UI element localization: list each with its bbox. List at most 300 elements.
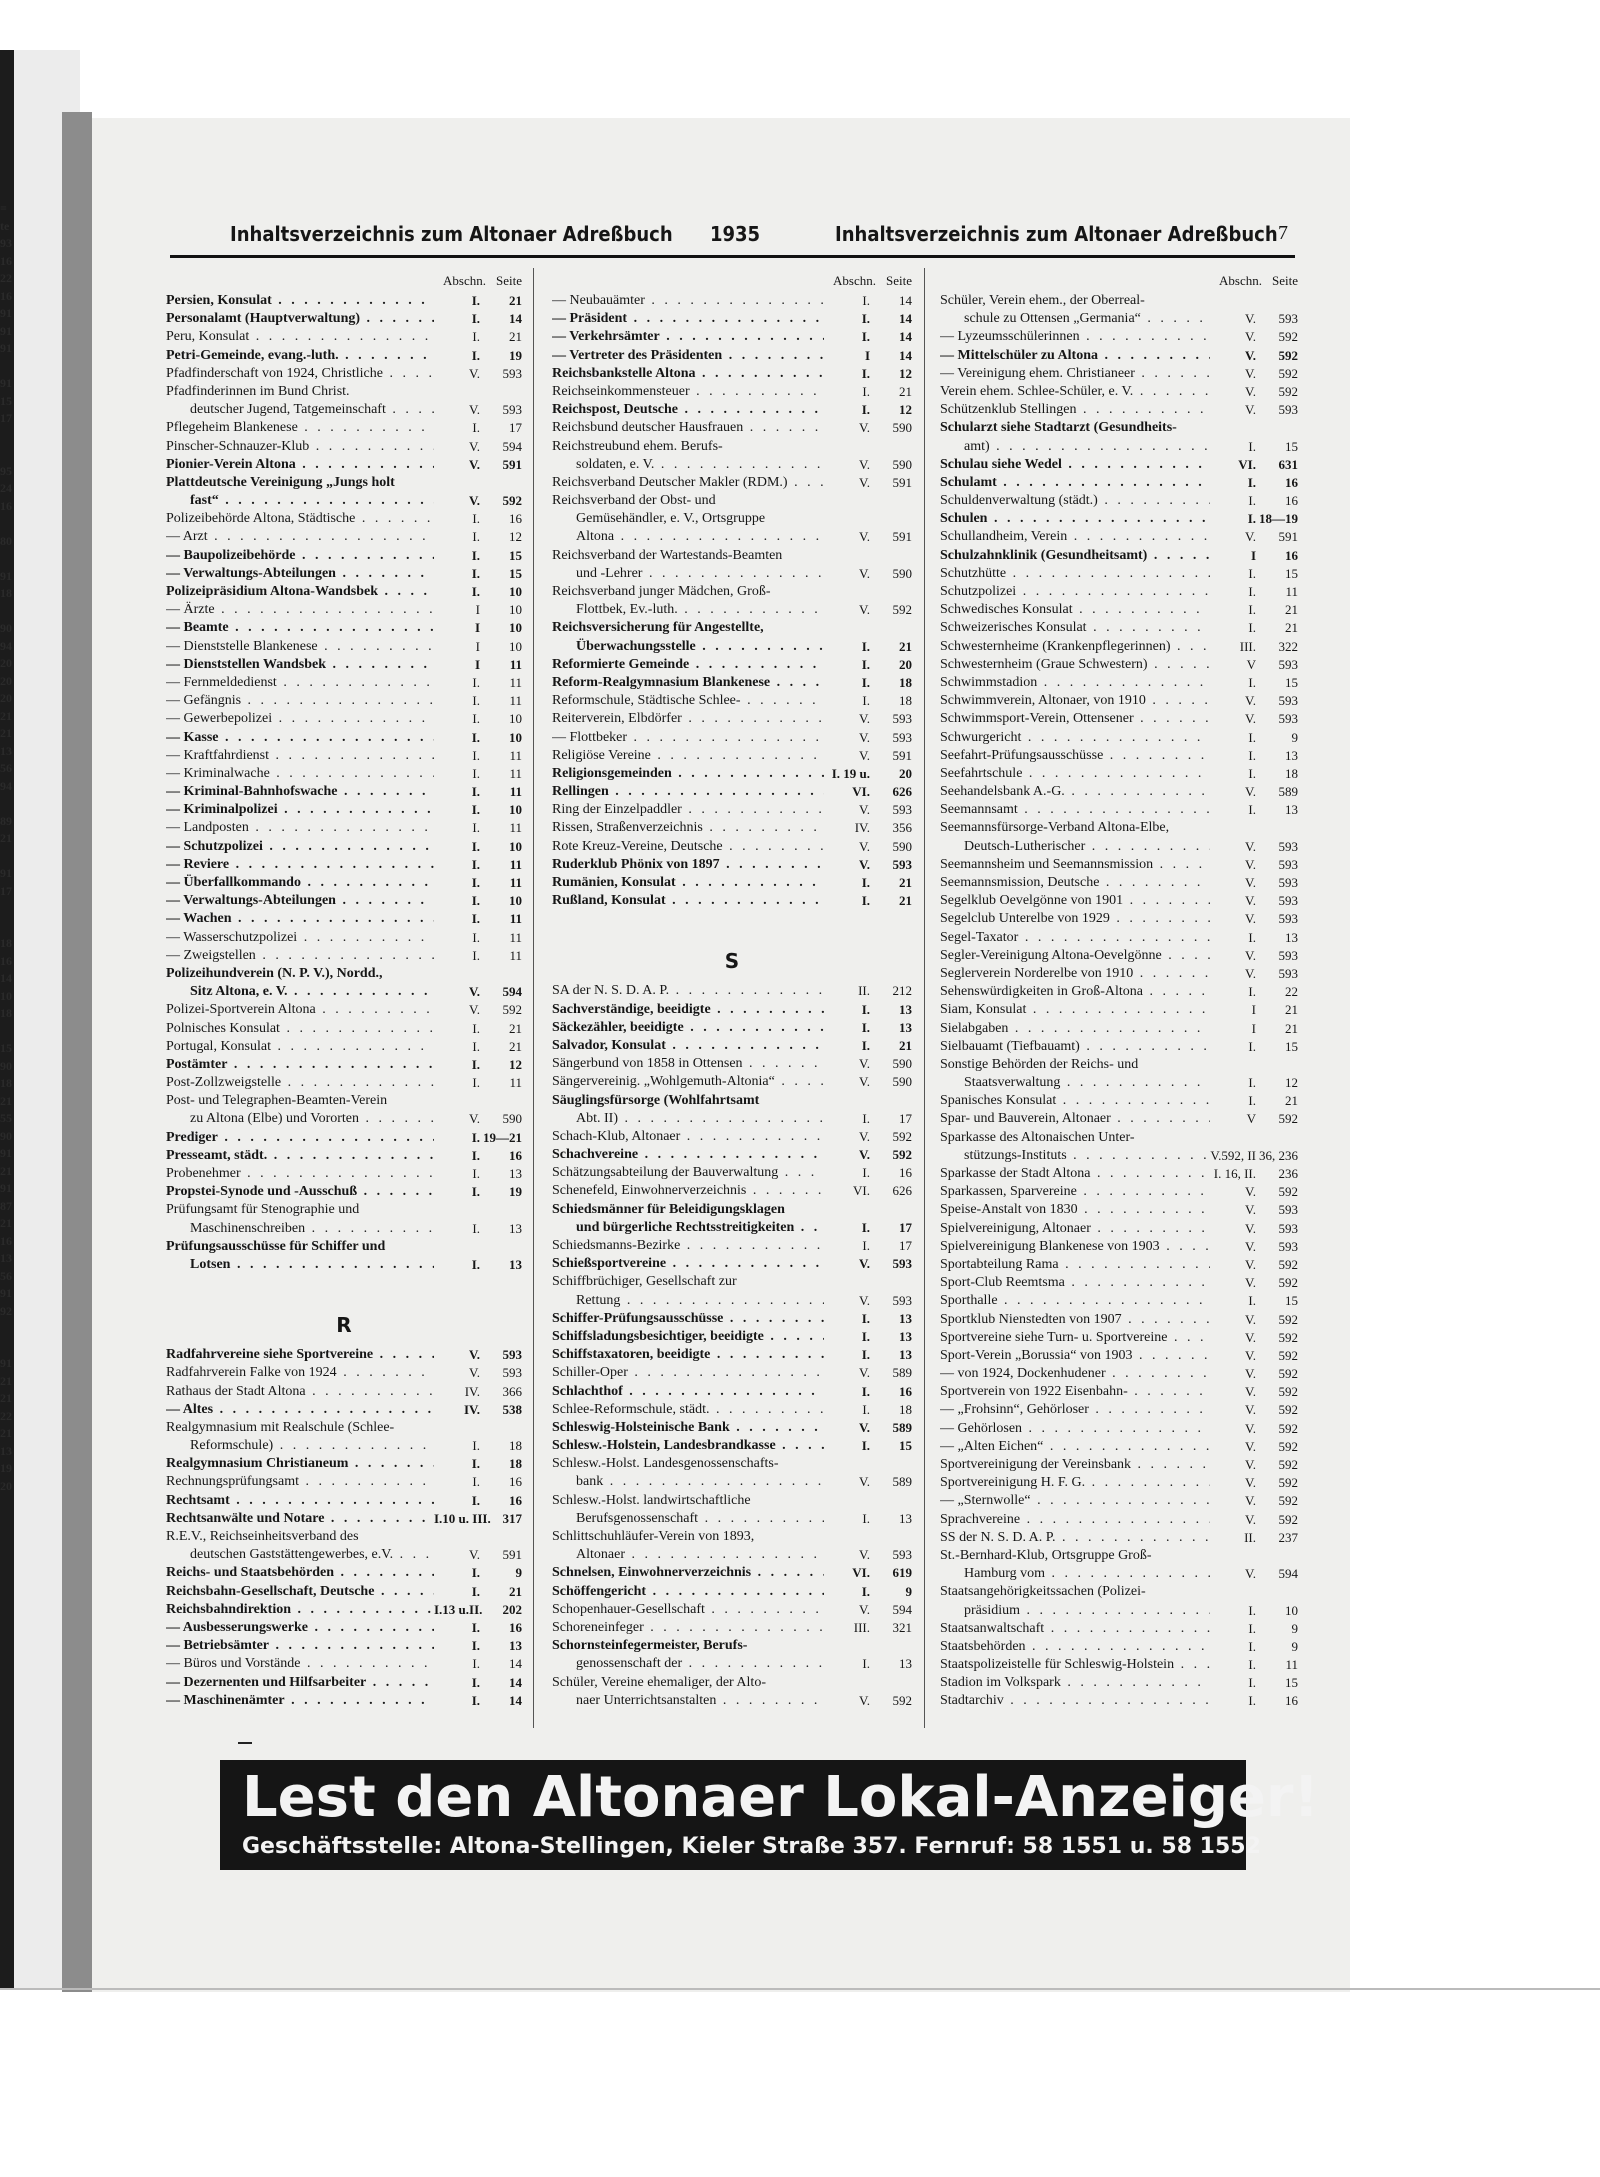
entry-name: Sportvereinigung H. F. G. . . .	[940, 1474, 1210, 1492]
entry-page: 21	[509, 293, 522, 308]
entry-section: VI.	[852, 1565, 870, 1581]
entry-section: V.	[469, 1347, 480, 1363]
entry-name: Speise-Anstalt von 1830 . . .	[940, 1201, 1210, 1219]
facing-page-number: 21	[0, 1391, 12, 1405]
index-entry	[940, 1074, 1298, 1092]
entry-page: 14	[899, 329, 912, 345]
index-entry	[940, 474, 1298, 492]
entry-page: 592	[1278, 1384, 1298, 1400]
entry-page: 593	[502, 1365, 522, 1381]
entry-page: 593	[1278, 711, 1298, 727]
entry-page: 592	[1278, 1438, 1298, 1454]
entry-section: V.	[1245, 347, 1256, 363]
entry-name: Plattdeutsche Vereinigung „Jungs holt	[166, 474, 395, 490]
entry-section: V.	[1245, 365, 1256, 381]
entry-page: 592	[1278, 365, 1298, 381]
entry-name: — Kasse . . .	[166, 729, 434, 747]
entry-name: Säuglingsfürsorge (Wohlfahrtsamt	[552, 1092, 760, 1108]
entry-section: V.	[859, 802, 870, 818]
index-entry	[552, 1546, 912, 1564]
index-entry	[166, 1256, 522, 1274]
entry-page: 593	[1278, 893, 1298, 909]
entry-section: I.	[471, 802, 480, 818]
index-entry	[166, 383, 522, 401]
entry-section: V.	[1245, 329, 1256, 345]
entry-page: 13	[509, 1638, 522, 1654]
entry-name: Deutsch-Lutherischer . . .	[940, 838, 1210, 856]
entry-page: 317	[502, 1510, 522, 1526]
entry-section: I.	[471, 1456, 480, 1472]
entry-name: Peru, Konsulat . . .	[166, 328, 434, 346]
entry-section: V.	[859, 1547, 870, 1563]
entry-section: V.	[1245, 1566, 1256, 1582]
entry-section: V.	[859, 456, 870, 472]
entry-page: 16	[899, 1383, 912, 1399]
entry-section: I.	[861, 329, 870, 345]
entry-name: amt) . . .	[940, 438, 1210, 456]
entry-name: Abt. II) . . .	[552, 1110, 824, 1128]
index-entry	[940, 692, 1298, 710]
entry-page: 13	[899, 1001, 912, 1017]
index-entry	[940, 1511, 1298, 1529]
entry-page: 14	[509, 1674, 522, 1690]
entry-page: 11	[509, 1075, 522, 1091]
entry-section: V.	[469, 402, 480, 418]
entry-page: 16	[509, 1492, 522, 1508]
index-entry	[552, 1019, 912, 1037]
entry-name: — „Alten Eichen“ . . .	[940, 1438, 1210, 1456]
entry-name: Sängervereinig. „Wohlgemuth-Altonia“ . . .	[552, 1073, 824, 1091]
entry-name: Schutzpolizei . . .	[940, 583, 1210, 601]
entry-name: Petri-Gemeinde, evang.-luth. . . .	[166, 347, 434, 365]
entry-page: 16	[1285, 493, 1298, 509]
index-entry	[166, 1674, 522, 1692]
entry-section: V.	[859, 529, 870, 545]
facing-page-number: 21	[0, 726, 12, 740]
facing-page-number: 91	[0, 341, 12, 355]
index-entry	[940, 547, 1298, 565]
index-entry	[940, 1201, 1298, 1219]
entry-page: 13	[509, 1166, 522, 1181]
index-entry	[940, 1365, 1298, 1383]
index-entry	[552, 1073, 912, 1091]
index-entry	[940, 983, 1298, 1001]
index-entry	[166, 965, 522, 983]
entry-section: I.10 u. III.	[434, 1510, 491, 1526]
header-page-label: Seite	[496, 273, 522, 288]
entry-page: 16	[509, 1619, 522, 1635]
entry-page: 593	[1278, 947, 1298, 963]
entry-section: I.	[1248, 1657, 1256, 1673]
entry-page: 593	[1278, 1238, 1298, 1254]
index-entry	[940, 583, 1298, 601]
entry-page: 13	[899, 1328, 912, 1344]
entry-name: — Ärzte . . .	[166, 601, 434, 619]
entry-name: Post-Zollzweigstelle . . .	[166, 1074, 434, 1092]
index-entry	[552, 1510, 912, 1528]
entry-section: VI.	[852, 784, 870, 800]
entry-name: Schlee-Reformschule, städt. . . .	[552, 1401, 824, 1419]
index-entry	[940, 292, 1298, 310]
entry-section: I.	[1248, 493, 1256, 509]
entry-section: V.	[469, 456, 480, 472]
entry-section: I.	[472, 1474, 480, 1490]
entry-name: Schornsteinfegermeister, Berufs-	[552, 1638, 748, 1654]
entry-name: Rechtsanwälte und Notare . . .	[166, 1510, 434, 1528]
facing-page-number: 16	[0, 1233, 12, 1248]
entry-section: V	[1246, 656, 1256, 672]
entry-page: 13	[1285, 802, 1298, 818]
entry-page: 237	[1278, 1529, 1298, 1545]
index-entry	[940, 1110, 1298, 1128]
entry-section: V.	[1245, 1402, 1256, 1418]
entry-page: 11	[509, 693, 522, 709]
entry-section: I.	[862, 1238, 870, 1253]
facing-page-number: te	[0, 218, 10, 233]
header-right-title: Inhaltsverzeichnis zum Altonaer Adreßbuch	[835, 222, 1278, 246]
entry-section: V.	[1245, 1347, 1256, 1363]
entry-name: Reichspost, Deutsche . . .	[552, 401, 824, 419]
entry-section: I.	[861, 1219, 870, 1235]
entry-name: Rathaus der Stadt Altona . . .	[166, 1383, 434, 1401]
entry-name: Schiffsladungsbesichtiger, beeidigte . . .	[552, 1328, 824, 1346]
facing-page-number: 87	[0, 1198, 12, 1213]
entry-section: I.	[861, 365, 870, 381]
index-entry	[552, 765, 912, 783]
index-entry	[940, 492, 1298, 510]
index-entry	[166, 1528, 522, 1546]
index-entry	[552, 456, 912, 474]
entry-section: VI.	[1238, 456, 1256, 472]
index-entry	[552, 292, 912, 310]
entry-section: V.	[859, 1147, 870, 1163]
entry-page: 19—21	[483, 1129, 522, 1145]
facing-page-number: 17	[0, 883, 12, 898]
entry-name: Reichsbahn-Gesellschaft, Deutsche . . .	[166, 1583, 434, 1601]
index-entry	[166, 656, 522, 674]
entry-section: I.	[862, 1165, 870, 1181]
entry-name: — Kriminalpolizei . . .	[166, 801, 434, 819]
entry-section: V.	[1245, 1329, 1256, 1345]
index-entry	[552, 583, 912, 601]
entry-page: 593	[892, 802, 912, 818]
entry-section: I	[864, 347, 870, 363]
entry-name: Flottbek, Ev.-luth. . . .	[552, 601, 824, 619]
index-entry	[552, 1092, 912, 1110]
entry-name: Polizeihundverein (N. P. V.), Nordd.,	[166, 965, 383, 981]
entry-section: I.	[472, 511, 480, 527]
entry-section: I	[1251, 1002, 1256, 1018]
entry-section: V.	[1245, 856, 1256, 872]
index-entry	[166, 1419, 522, 1437]
index-entry	[940, 801, 1298, 819]
facing-page-number: 90	[0, 1058, 12, 1073]
entry-section: V.	[859, 856, 870, 872]
index-entry	[166, 874, 522, 892]
entry-section: V.	[859, 711, 870, 727]
entry-name: — Wasserschutzpolizei . . .	[166, 929, 434, 947]
entry-page: 12	[509, 1056, 522, 1072]
entry-page: 590	[892, 565, 912, 581]
entry-page: 591	[502, 456, 522, 472]
entry-section: IV.	[854, 820, 870, 836]
index-entry	[552, 419, 912, 437]
entry-name: R.E.V., Reichseinheitsverband des	[166, 1529, 359, 1544]
index-entry	[940, 1456, 1298, 1474]
index-entry	[940, 419, 1298, 437]
entry-page: 9	[905, 1583, 912, 1599]
header-year: 1935	[710, 222, 761, 246]
index-entry	[940, 710, 1298, 728]
entry-section: I.	[472, 329, 480, 345]
entry-name: Schätzungsabteilung der Bauverwaltung . . .	[552, 1164, 824, 1182]
index-entry	[940, 1165, 1298, 1183]
entry-name: Rissen, Straßenverzeichnis . . .	[552, 819, 824, 837]
index-entry	[940, 1620, 1298, 1638]
entry-name: — Überfallkommando . . .	[166, 874, 434, 892]
entry-name: — Mittelschüler zu Altona . . .	[940, 347, 1210, 365]
ad-dash	[238, 1742, 252, 1744]
entry-section: I.	[862, 1401, 870, 1417]
entry-name: Pfadfinderschaft von 1924, Christliche . . .	[166, 365, 434, 383]
entry-page: 16	[509, 1474, 522, 1490]
entry-page: 21	[899, 638, 912, 654]
entry-name: Segel-Taxator . . .	[940, 929, 1210, 947]
spacer	[166, 1274, 522, 1304]
facing-page-number	[0, 515, 30, 533]
entry-page: 593	[1278, 856, 1298, 872]
entry-page: 17	[899, 1238, 912, 1253]
entry-page: 212	[892, 983, 912, 999]
entry-section: I.	[861, 875, 870, 890]
entry-page: 12	[899, 365, 912, 381]
entry-page: 13	[899, 1019, 912, 1035]
index-entry	[166, 1220, 522, 1238]
index-entry	[940, 674, 1298, 692]
entry-page: 591	[892, 529, 912, 545]
index-entry	[552, 310, 912, 328]
entry-page: 593	[1278, 965, 1298, 981]
entry-page: 15	[1285, 1293, 1298, 1309]
entry-section: I.	[471, 311, 480, 327]
entry-name: Schullandheim, Verein . . .	[940, 528, 1210, 546]
facing-page-number	[0, 550, 30, 568]
newspaper-advert	[220, 1760, 1320, 1870]
entry-section: V.	[859, 1365, 870, 1381]
entry-section: V.	[1245, 893, 1256, 909]
entry-section: I.	[1248, 984, 1256, 1000]
entry-section: V.	[1245, 1366, 1256, 1382]
entry-section: V.	[1245, 1511, 1256, 1527]
entry-page: 13	[899, 1347, 912, 1363]
facing-page-number: 15	[0, 1041, 12, 1055]
facing-page-number: 92	[0, 1303, 12, 1318]
index-entry	[166, 947, 522, 965]
entry-section: I.	[1248, 438, 1256, 454]
entry-name: Sielbauamt (Tiefbauamt) . . .	[940, 1038, 1210, 1056]
entry-page: 592	[1278, 1457, 1298, 1472]
facing-page-number: 90	[0, 621, 12, 635]
entry-name: Radfahrverein Falke von 1924 . . .	[166, 1364, 434, 1382]
facing-page-number: 20	[0, 656, 12, 670]
entry-name: — Arzt . . .	[166, 528, 434, 546]
entry-section: V.	[859, 729, 870, 745]
entry-page: 593	[892, 711, 912, 727]
entry-page: 591	[502, 1547, 522, 1563]
entry-name: Reichs- und Staatsbehörden . . .	[166, 1564, 434, 1582]
entry-name: Schulau siehe Wedel . . .	[940, 456, 1210, 474]
index-entry	[552, 747, 912, 765]
facing-page-number	[0, 428, 30, 446]
running-head	[170, 222, 1295, 252]
entry-name: Siam, Konsulat . . .	[940, 1001, 1210, 1019]
index-entry	[940, 892, 1298, 910]
entry-name: Rumänien, Konsulat . . .	[552, 874, 824, 892]
entry-section: V.	[469, 1547, 480, 1563]
index-entry	[940, 638, 1298, 656]
index-entry	[166, 692, 522, 710]
entry-section: V.	[1245, 1457, 1256, 1472]
entry-name: Reichsverband Deutscher Makler (RDM.) . . .	[552, 474, 824, 492]
facing-page-number: 20	[0, 691, 12, 705]
entry-name: Maschinenschreiben . . .	[166, 1220, 434, 1238]
index-entry	[940, 401, 1298, 419]
section-letter: S	[724, 949, 740, 974]
index-entry	[940, 1274, 1298, 1292]
index-entry	[552, 565, 912, 583]
index-entry	[940, 1565, 1298, 1583]
entry-section: I.	[861, 311, 870, 327]
entry-page: 593	[892, 1547, 912, 1563]
entry-name: — Dienststellen Wandsbek . . .	[166, 656, 434, 674]
entry-name: Realgymnasium Christianeum . . .	[166, 1455, 434, 1473]
entry-page: 21	[1285, 1093, 1298, 1109]
entry-page: 11	[509, 856, 522, 872]
entry-page: 593	[1278, 875, 1298, 890]
entry-page: 592	[1278, 1511, 1298, 1527]
entry-name: Staatsbehörden . . .	[940, 1638, 1210, 1656]
entry-name: Schutzhütte . . .	[940, 565, 1210, 583]
entry-name: Sportvereinigung der Vereinsbank . . .	[940, 1456, 1210, 1474]
entry-section: I.	[1248, 729, 1256, 745]
entry-page: 13	[509, 1256, 522, 1272]
index-entry	[552, 783, 912, 801]
index-entry	[940, 456, 1298, 474]
entry-section: I.	[471, 784, 480, 800]
index-entry	[552, 1383, 912, 1401]
entry-section: V.	[1245, 965, 1256, 981]
entry-name: Salvador, Konsulat . . .	[552, 1037, 824, 1055]
index-entry	[166, 619, 522, 637]
index-column-2	[552, 270, 912, 1710]
entry-page: 14	[899, 311, 912, 327]
index-entry	[166, 492, 522, 510]
entry-name: Sprachvereine . . .	[940, 1511, 1210, 1529]
entry-name: Schoreneinfeger . . .	[552, 1619, 824, 1637]
entry-section: I.	[1247, 511, 1256, 527]
entry-page: 590	[892, 838, 912, 854]
index-entry	[552, 674, 912, 692]
facing-page-number	[0, 1320, 30, 1338]
entry-section: V.	[859, 838, 870, 854]
entry-page: 590	[892, 420, 912, 436]
entry-section: V.	[1245, 947, 1256, 963]
entry-section: I.	[471, 1674, 480, 1690]
index-entry	[940, 1056, 1298, 1074]
index-entry	[552, 892, 912, 910]
index-entry	[552, 1528, 912, 1546]
entry-page: 21	[509, 1020, 522, 1036]
entry-page: 594	[502, 984, 522, 1000]
facing-page-number	[0, 900, 30, 918]
entry-page: 593	[1278, 1220, 1298, 1236]
index-entry	[552, 474, 912, 492]
entry-name: — Kriminal-Bahnhofswache . . .	[166, 783, 434, 801]
index-entry	[166, 1110, 522, 1128]
index-entry	[166, 1147, 522, 1165]
entry-name: — Zweigstellen . . .	[166, 947, 434, 965]
index-entry	[552, 1437, 912, 1455]
entry-name: Polnisches Konsulat . . .	[166, 1020, 434, 1038]
entry-page: 592	[502, 493, 522, 509]
entry-name: und -Lehrer . . .	[552, 565, 824, 583]
index-entry	[166, 1510, 522, 1528]
index-entry	[940, 1001, 1298, 1019]
entry-section: II.	[858, 983, 870, 999]
entry-page: 589	[1278, 784, 1298, 800]
entry-page: 10	[509, 893, 522, 909]
entry-page: 236	[1278, 1166, 1298, 1181]
entry-section: I	[474, 656, 480, 672]
entry-section: V.	[1245, 1184, 1256, 1200]
entry-name: Schwurgericht . . .	[940, 729, 1210, 747]
entry-page: 16	[1285, 1693, 1298, 1709]
entry-name: bank . . .	[552, 1473, 824, 1491]
entry-section: I.	[1248, 1075, 1256, 1091]
facing-page-number: 94	[0, 638, 12, 653]
entry-page: 9	[1291, 729, 1298, 745]
entry-page: 13	[509, 1220, 522, 1236]
entry-section: I.	[472, 1656, 480, 1672]
entry-page: 15	[1285, 674, 1298, 690]
entry-name: Seemannsamt . . .	[940, 801, 1210, 819]
entry-page: 590	[892, 1056, 912, 1072]
entry-page: 593	[892, 856, 912, 872]
entry-name: zu Altona (Elbe) und Vororten . . .	[166, 1110, 434, 1128]
index-entry	[552, 638, 912, 656]
entry-name: Rote Kreuz-Vereine, Deutsche . . .	[552, 838, 824, 856]
facing-page-number: 91	[0, 1146, 12, 1160]
entry-page: 14	[509, 1692, 522, 1708]
index-entry	[940, 1347, 1298, 1365]
entry-section: I.	[861, 656, 870, 672]
index-entry	[552, 1364, 912, 1382]
entry-name: Schiffstaxatoren, beeidigte . . .	[552, 1346, 824, 1364]
index-entry	[166, 474, 522, 492]
entry-name: Verein ehem. Schlee-Schüler, e. V. . . .	[940, 383, 1210, 401]
entry-page: 591	[892, 474, 912, 490]
entry-page: 15	[899, 1438, 912, 1454]
entry-name: und bürgerliche Rechtsstreitigkeiten . . .	[552, 1219, 824, 1237]
entry-name: Schüler, Verein ehem., der Oberreal-	[940, 293, 1145, 308]
entry-name: SS der N. S. D. A. P. . . .	[940, 1529, 1210, 1547]
entry-name: Ruderklub Phönix von 1897 . . .	[552, 856, 824, 874]
facing-page-number: 95	[0, 463, 12, 478]
entry-name: — Verwaltungs-Abteilungen . . .	[166, 892, 434, 910]
entry-page: 593	[1278, 402, 1298, 418]
entry-name: Seefahrt-Prüfungsausschüsse . . .	[940, 747, 1210, 765]
facing-page-number: =	[0, 201, 7, 215]
